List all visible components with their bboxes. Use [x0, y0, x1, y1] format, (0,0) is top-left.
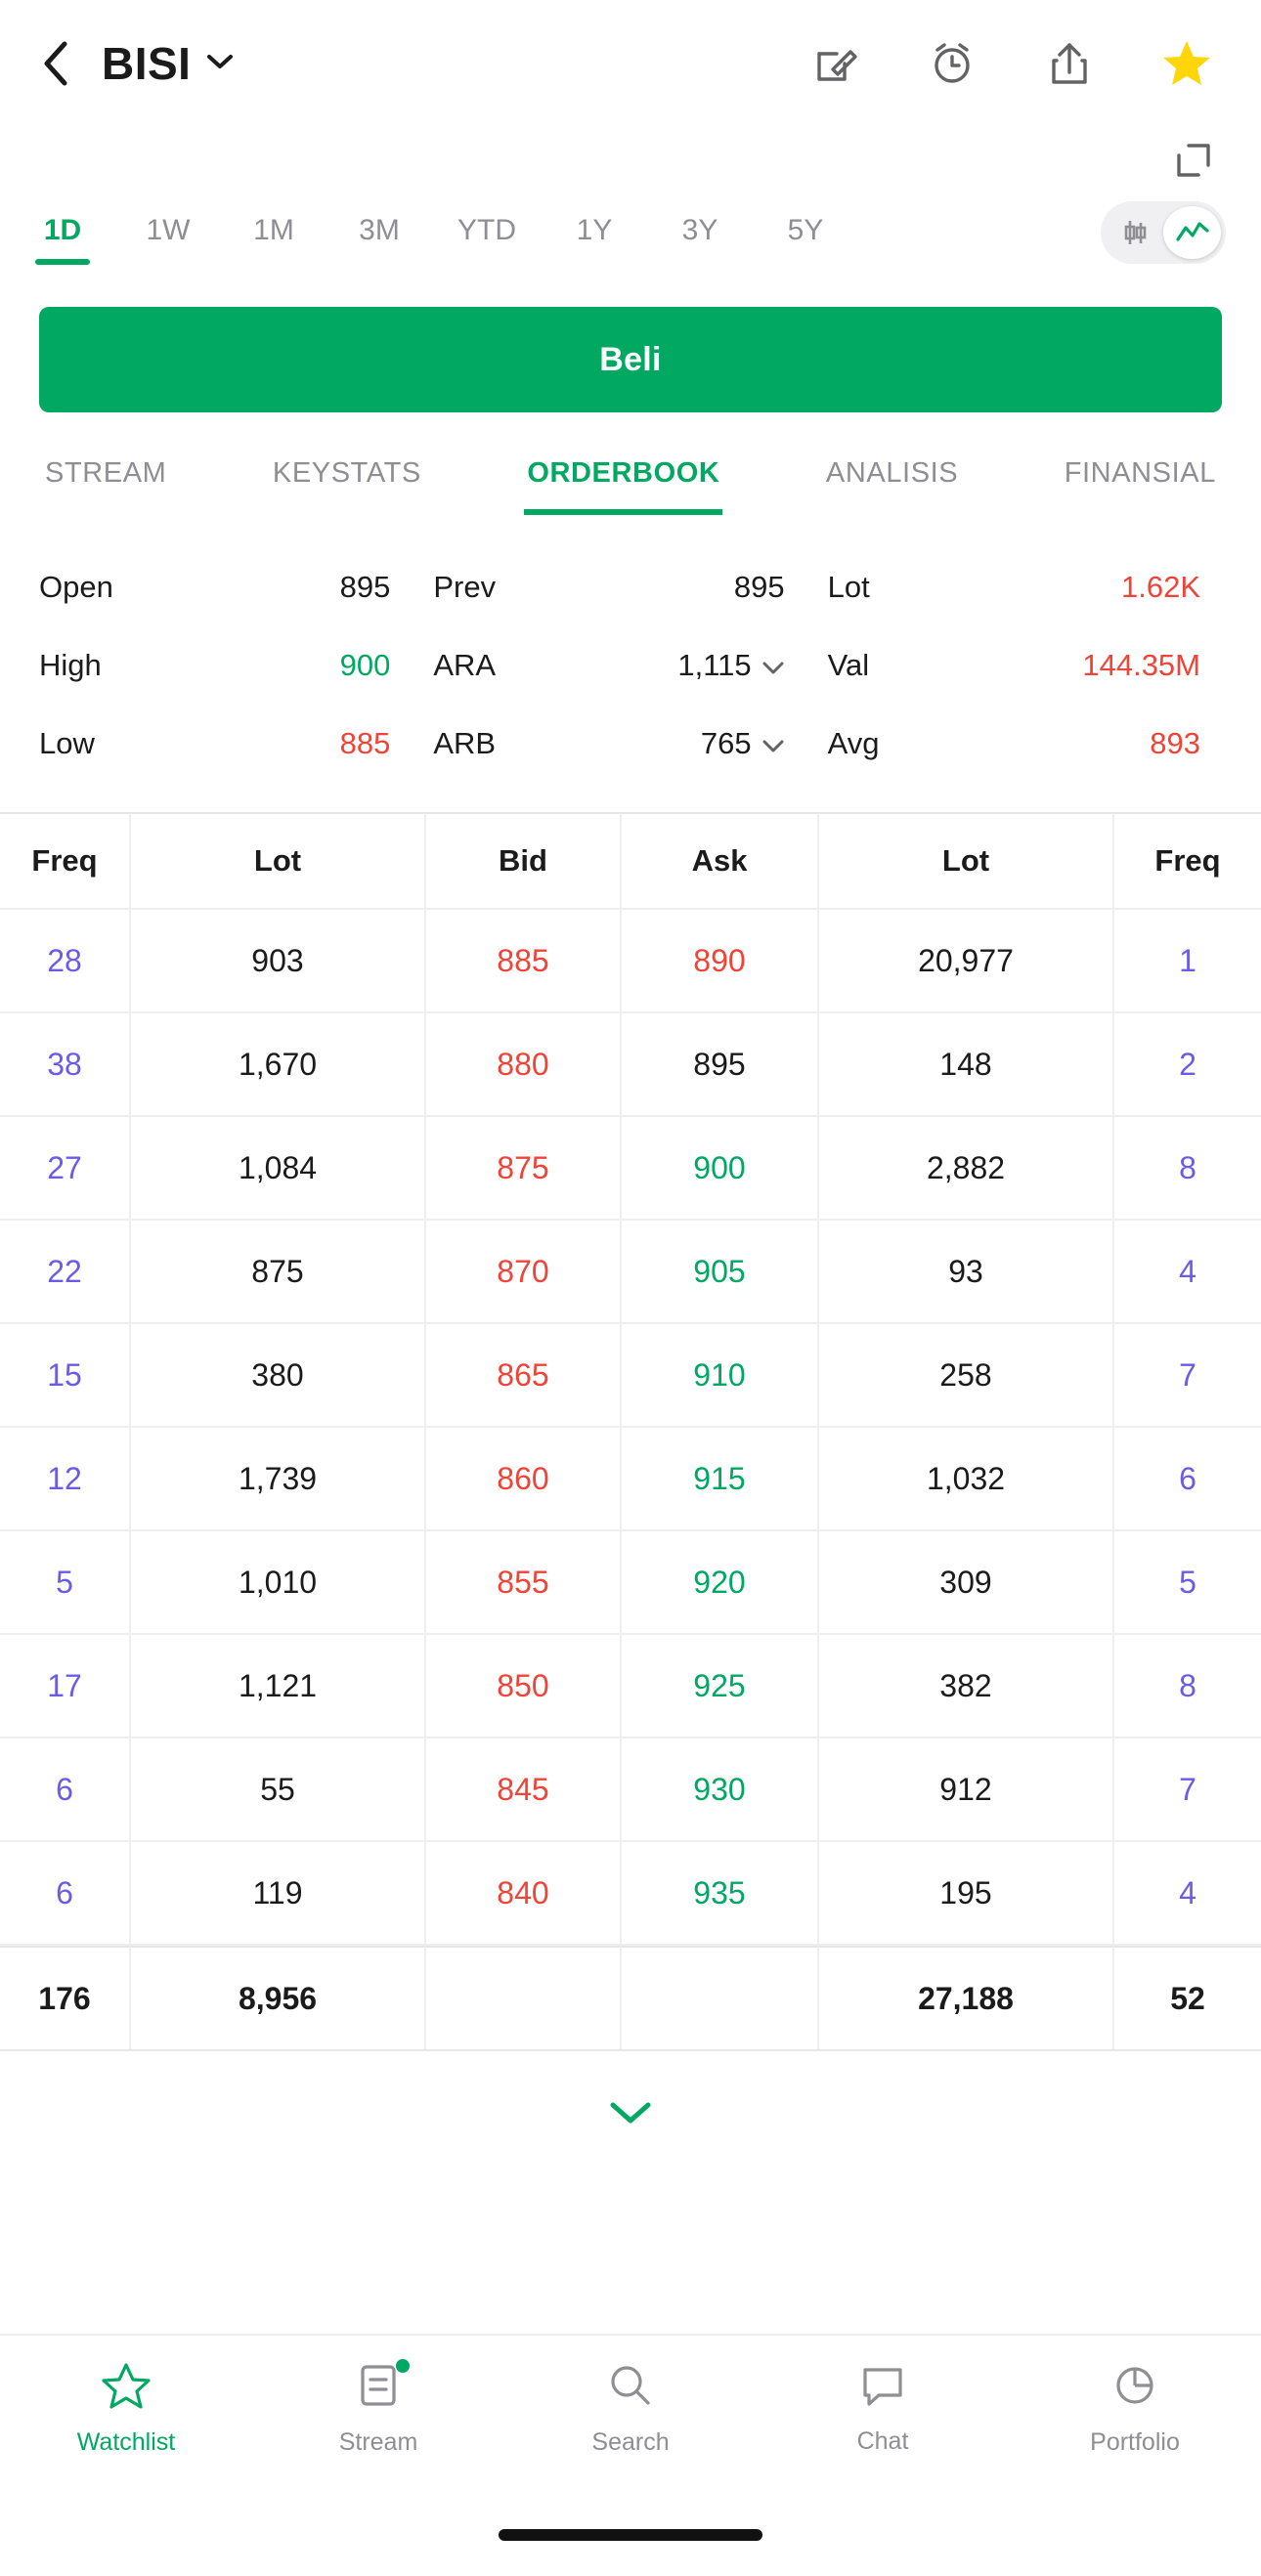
- stat-arb[interactable]: [433, 705, 827, 783]
- nav-label: Search: [591, 2428, 670, 2456]
- cell-bid: 865: [426, 1324, 622, 1426]
- stat-open: [39, 548, 433, 626]
- stat-label: Val: [827, 648, 870, 682]
- range-tab-1d[interactable]: 1D: [35, 214, 90, 265]
- expand-icon[interactable]: [1173, 140, 1214, 186]
- stat-value: 900: [339, 648, 391, 682]
- stat-value: 885: [339, 726, 391, 760]
- cell-bid: 855: [426, 1531, 622, 1633]
- time-range-tabs: [0, 197, 1261, 281]
- stream-icon: [355, 2361, 402, 2415]
- bottom-navigation: [0, 2334, 1261, 2482]
- alarm-icon[interactable]: [925, 36, 979, 91]
- cell-bid-lot: 903: [131, 910, 426, 1011]
- nav-item-search[interactable]: [504, 2361, 757, 2457]
- stat-label: ARB: [433, 726, 497, 760]
- range-tab-1w[interactable]: 1W: [146, 214, 191, 246]
- cell-ask-freq: 1: [1179, 942, 1196, 978]
- col-header-bid: Bid: [426, 814, 622, 908]
- cell-bid-freq: 17: [0, 1635, 131, 1737]
- cell-ask-lot: 382: [819, 1635, 1114, 1737]
- cell-ask-freq: 2: [1179, 1046, 1196, 1082]
- orderbook-expand-button[interactable]: [0, 2051, 1261, 2178]
- section-tabs: [0, 412, 1261, 515]
- tab-finansial[interactable]: FINANSIAL: [1064, 457, 1216, 489]
- nav-label: Stream: [338, 2428, 418, 2456]
- tab-orderbook[interactable]: ORDERBOOK: [527, 457, 719, 515]
- cell-ask-lot: 195: [819, 1842, 1114, 1944]
- chevron-left-icon: [39, 38, 72, 89]
- cell-ask: 900: [622, 1117, 819, 1219]
- table-row[interactable]: [0, 1739, 1261, 1842]
- cell-ask-lot: 20,977: [819, 910, 1114, 1011]
- cell-ask-freq: 4: [1179, 1253, 1196, 1289]
- cell-ask: 890: [622, 910, 819, 1011]
- table-row[interactable]: [0, 910, 1261, 1013]
- nav-label: Chat: [856, 2427, 909, 2455]
- stat-lot: [828, 548, 1222, 626]
- cell-bid-lot: 380: [131, 1324, 426, 1426]
- chevron-down-icon[interactable]: [761, 726, 785, 761]
- stat-value: 765: [700, 726, 752, 760]
- stat-high: [39, 626, 433, 705]
- nav-label: Watchlist: [76, 2428, 176, 2456]
- cell-bid: 850: [426, 1635, 622, 1737]
- nav-label: Portfolio: [1090, 2428, 1180, 2456]
- cell-bid-lot: 1,670: [131, 1013, 426, 1115]
- nav-item-portfolio[interactable]: [1009, 2361, 1261, 2457]
- orderbook-table: [0, 812, 1261, 2051]
- edit-icon[interactable]: [807, 36, 862, 91]
- stat-label: Open: [39, 570, 113, 604]
- stat-label: ARA: [433, 648, 497, 682]
- stat-label: High: [39, 648, 102, 682]
- line-chart-icon[interactable]: [1163, 206, 1221, 259]
- col-header-ask-freq: Freq: [1154, 843, 1221, 878]
- cell-ask-freq: 4: [1179, 1874, 1196, 1911]
- cell-ask-lot: 1,032: [819, 1428, 1114, 1529]
- total-ask: [622, 1948, 819, 2049]
- cell-ask: 925: [622, 1635, 819, 1737]
- stat-label: Avg: [827, 726, 880, 760]
- cell-bid-freq: 12: [0, 1428, 131, 1529]
- chat-icon: [858, 2362, 907, 2414]
- total-ask-lot: 27,188: [819, 1948, 1114, 2049]
- stat-ara[interactable]: [433, 626, 827, 705]
- cell-ask-lot: 309: [819, 1531, 1114, 1633]
- stat-label: Prev: [433, 570, 497, 604]
- back-button[interactable]: [39, 34, 88, 93]
- cell-bid-freq: 27: [0, 1117, 131, 1219]
- ticker-selector[interactable]: [102, 37, 234, 90]
- cell-bid-lot: 875: [131, 1221, 426, 1322]
- table-row[interactable]: [0, 1324, 1261, 1428]
- cell-ask-freq: 8: [1179, 1149, 1196, 1185]
- table-row[interactable]: [0, 1842, 1261, 1946]
- cell-ask-lot: 148: [819, 1013, 1114, 1115]
- cell-bid-lot: 1,121: [131, 1635, 426, 1737]
- stat-val: [828, 626, 1222, 705]
- stat-prev: [433, 548, 827, 626]
- cell-bid-freq: 15: [0, 1324, 131, 1426]
- table-row[interactable]: [0, 1117, 1261, 1221]
- table-row[interactable]: [0, 1428, 1261, 1531]
- col-header-ask-lot: Lot: [819, 814, 1114, 908]
- cell-ask-lot: 912: [819, 1739, 1114, 1840]
- cell-bid-freq: 5: [0, 1531, 131, 1633]
- range-tab-5y[interactable]: 5Y: [787, 214, 824, 246]
- cell-ask: 915: [622, 1428, 819, 1529]
- cell-bid-freq: 6: [0, 1739, 131, 1840]
- candlestick-icon[interactable]: [1106, 206, 1163, 259]
- nav-item-stream[interactable]: [252, 2361, 504, 2457]
- table-row[interactable]: [0, 1221, 1261, 1324]
- stats-grid: [0, 515, 1261, 789]
- cell-bid: 870: [426, 1221, 622, 1322]
- cell-bid-lot: 119: [131, 1842, 426, 1944]
- cell-bid-freq: 38: [0, 1013, 131, 1115]
- cell-ask: 910: [622, 1324, 819, 1426]
- chevron-down-icon: [608, 2099, 653, 2131]
- stat-avg: [828, 705, 1222, 783]
- cell-ask-freq: 6: [1179, 1460, 1196, 1496]
- cell-bid-lot: 1,739: [131, 1428, 426, 1529]
- cell-ask-lot: 2,882: [819, 1117, 1114, 1219]
- cell-bid-lot: 1,010: [131, 1531, 426, 1633]
- cell-ask-freq: 8: [1179, 1667, 1196, 1703]
- cell-bid-lot: 55: [131, 1739, 426, 1840]
- share-icon[interactable]: [1042, 36, 1097, 91]
- portfolio-pie-icon: [1110, 2361, 1159, 2415]
- stat-label: Low: [39, 726, 95, 760]
- total-bid-freq: 176: [0, 1948, 131, 2049]
- app-header: [0, 0, 1261, 127]
- cell-ask: 930: [622, 1739, 819, 1840]
- stat-value-wrap: [701, 726, 785, 761]
- total-bid: [426, 1948, 622, 2049]
- cell-bid: 860: [426, 1428, 622, 1529]
- cell-ask-lot: 258: [819, 1324, 1114, 1426]
- favorite-star-icon[interactable]: [1159, 36, 1214, 91]
- stat-low: [39, 705, 433, 783]
- chevron-down-icon: [206, 53, 234, 75]
- cell-ask: 895: [622, 1013, 819, 1115]
- table-row[interactable]: [0, 1531, 1261, 1635]
- chevron-down-icon[interactable]: [761, 648, 785, 683]
- col-header-bid-freq: Freq: [0, 814, 131, 908]
- cell-ask: 905: [622, 1221, 819, 1322]
- stat-value-wrap: [677, 648, 784, 683]
- cell-ask: 920: [622, 1531, 819, 1633]
- search-icon: [606, 2361, 655, 2415]
- col-header-ask: Ask: [622, 814, 819, 908]
- tab-keystats[interactable]: KEYSTATS: [272, 457, 421, 489]
- stat-value: 1,115: [677, 648, 752, 682]
- cell-bid: 840: [426, 1842, 622, 1944]
- chart-type-toggle[interactable]: [1101, 201, 1226, 264]
- buy-button[interactable]: Beli: [39, 307, 1222, 412]
- nav-item-watchlist[interactable]: [0, 2361, 252, 2457]
- table-header-row: [0, 814, 1261, 910]
- col-header-bid-lot: Lot: [131, 814, 426, 908]
- home-indicator: [499, 2529, 762, 2541]
- cell-ask-freq: 5: [1179, 1564, 1196, 1600]
- cell-bid-freq: 22: [0, 1221, 131, 1322]
- buy-button-wrap: [0, 281, 1261, 412]
- stat-value: 144.35M: [1082, 648, 1200, 682]
- cell-ask-lot: 93: [819, 1221, 1114, 1322]
- table-row[interactable]: [0, 1013, 1261, 1117]
- page-title: BISI: [102, 38, 192, 89]
- tab-analisis[interactable]: ANALISIS: [825, 457, 959, 489]
- range-tab-1y[interactable]: 1Y: [576, 214, 613, 246]
- cell-bid: 885: [426, 910, 622, 1011]
- range-tab-3y[interactable]: 3Y: [681, 214, 718, 246]
- cell-ask-freq: 7: [1179, 1771, 1196, 1807]
- table-total-row: [0, 1946, 1261, 2049]
- stat-value: 893: [1150, 726, 1200, 760]
- stat-value: 895: [733, 570, 785, 604]
- stat-value: 1.62K: [1120, 570, 1200, 604]
- total-ask-freq: 52: [1114, 1948, 1261, 2049]
- cell-bid-lot: 1,084: [131, 1117, 426, 1219]
- expand-row: [0, 127, 1261, 197]
- nav-item-chat[interactable]: [757, 2362, 1009, 2456]
- cell-ask-freq: 7: [1179, 1356, 1196, 1393]
- stat-label: Lot: [827, 570, 870, 604]
- cell-ask: 935: [622, 1842, 819, 1944]
- cell-bid: 880: [426, 1013, 622, 1115]
- tab-stream[interactable]: STREAM: [45, 457, 167, 489]
- range-tab-1m[interactable]: 1M: [253, 214, 294, 246]
- cell-bid: 875: [426, 1117, 622, 1219]
- cell-bid-freq: 28: [0, 910, 131, 1011]
- cell-bid: 845: [426, 1739, 622, 1840]
- table-row[interactable]: [0, 1635, 1261, 1739]
- star-icon: [101, 2361, 152, 2415]
- range-tab-ytd[interactable]: YTD: [457, 214, 516, 246]
- header-actions: [807, 36, 1222, 91]
- stat-value: 895: [339, 570, 391, 604]
- range-tab-3m[interactable]: 3M: [359, 214, 400, 246]
- stream-unread-dot: [396, 2359, 410, 2373]
- cell-bid-freq: 6: [0, 1842, 131, 1944]
- total-bid-lot: 8,956: [131, 1948, 426, 2049]
